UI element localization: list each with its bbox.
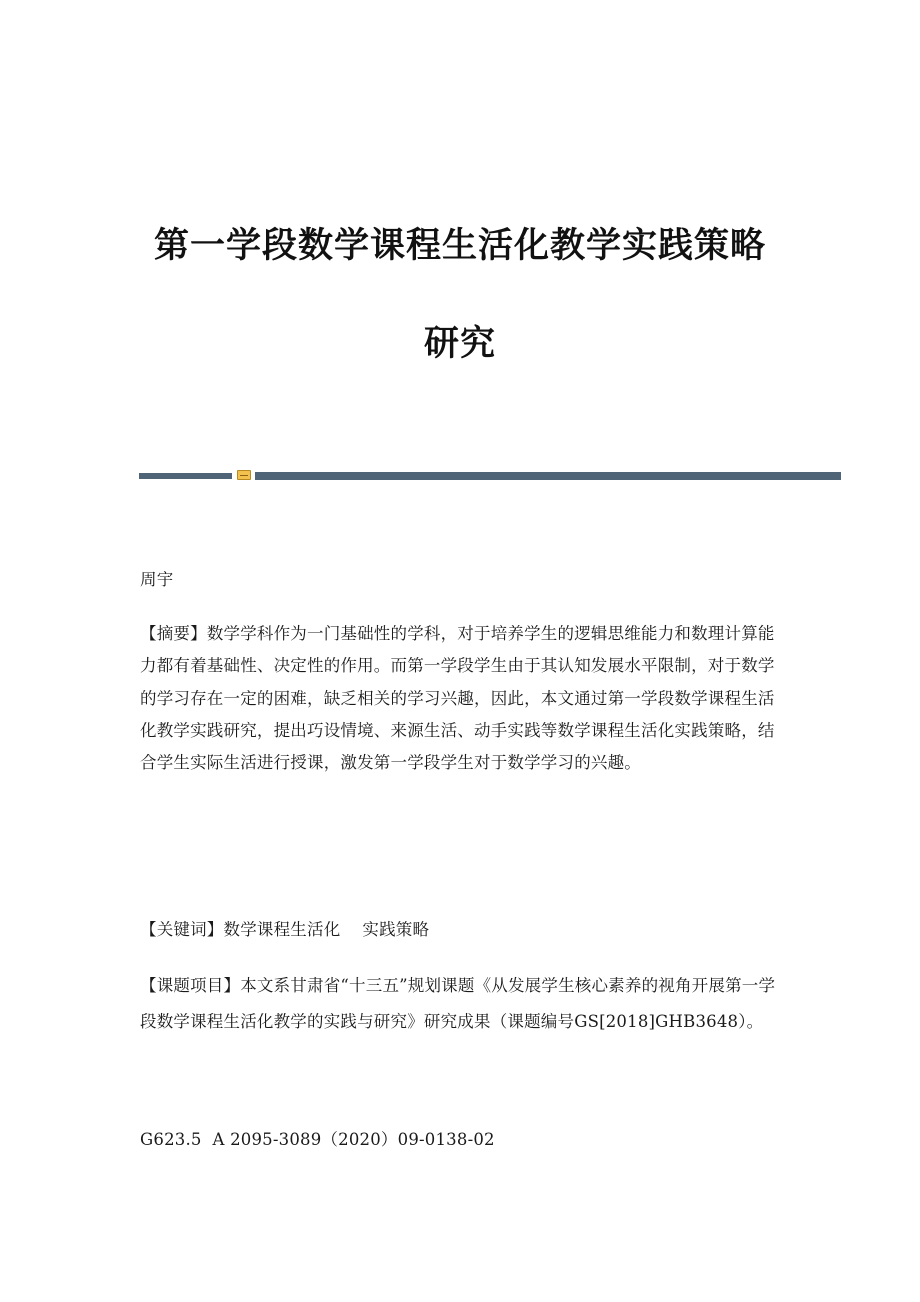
classification-code: G623.5 A 2095-3089（2020）09-0138-02: [140, 1130, 495, 1149]
project-section: [140, 968, 780, 1040]
divider-bar-right: [255, 472, 841, 480]
keywords-label: 【关键词】: [140, 920, 224, 939]
keyword-item: 数学课程生活化: [223, 920, 341, 939]
keyword-item: 实践策略: [362, 920, 430, 939]
author-name: 周宇: [140, 570, 174, 589]
title-divider: [139, 470, 841, 480]
project-label: 【课题项目】: [140, 976, 241, 995]
abstract-section: [140, 618, 780, 779]
paper-title-line-2: 研究: [423, 324, 496, 364]
project-text: 本文系甘肃省“十三五”规划课题《从发展学生核心素养的视角开展第一学段数学课程生活化教学的实践与研究》研究成果（课题编号GS[2018]GHB3648）。: [140, 976, 776, 1031]
divider-bar-left: [139, 473, 232, 479]
abstract-label: 【摘要】: [140, 624, 207, 643]
keywords-section: [140, 914, 780, 946]
envelope-icon: [237, 470, 251, 480]
paper-title-line-1: 第一学段数学课程生活化教学实践策略: [153, 226, 766, 266]
abstract-text: 数学学科作为一门基础性的学科，对于培养学生的逻辑思维能力和数理计算能力都有着基础性、决定性的作用。而第一学段学生由于其认知发展水平限制，对于数学的学习存在一定的困难，缺乏相关的学习兴趣，因此，本文通过第一学段数学课程生活化教学实践研究，提出巧设情境、来源生活、动手实践等数学课程生活化实践策略，结合学生实际生活进行授课，激发第一学段学生对于数学学习的兴趣。: [140, 624, 775, 773]
